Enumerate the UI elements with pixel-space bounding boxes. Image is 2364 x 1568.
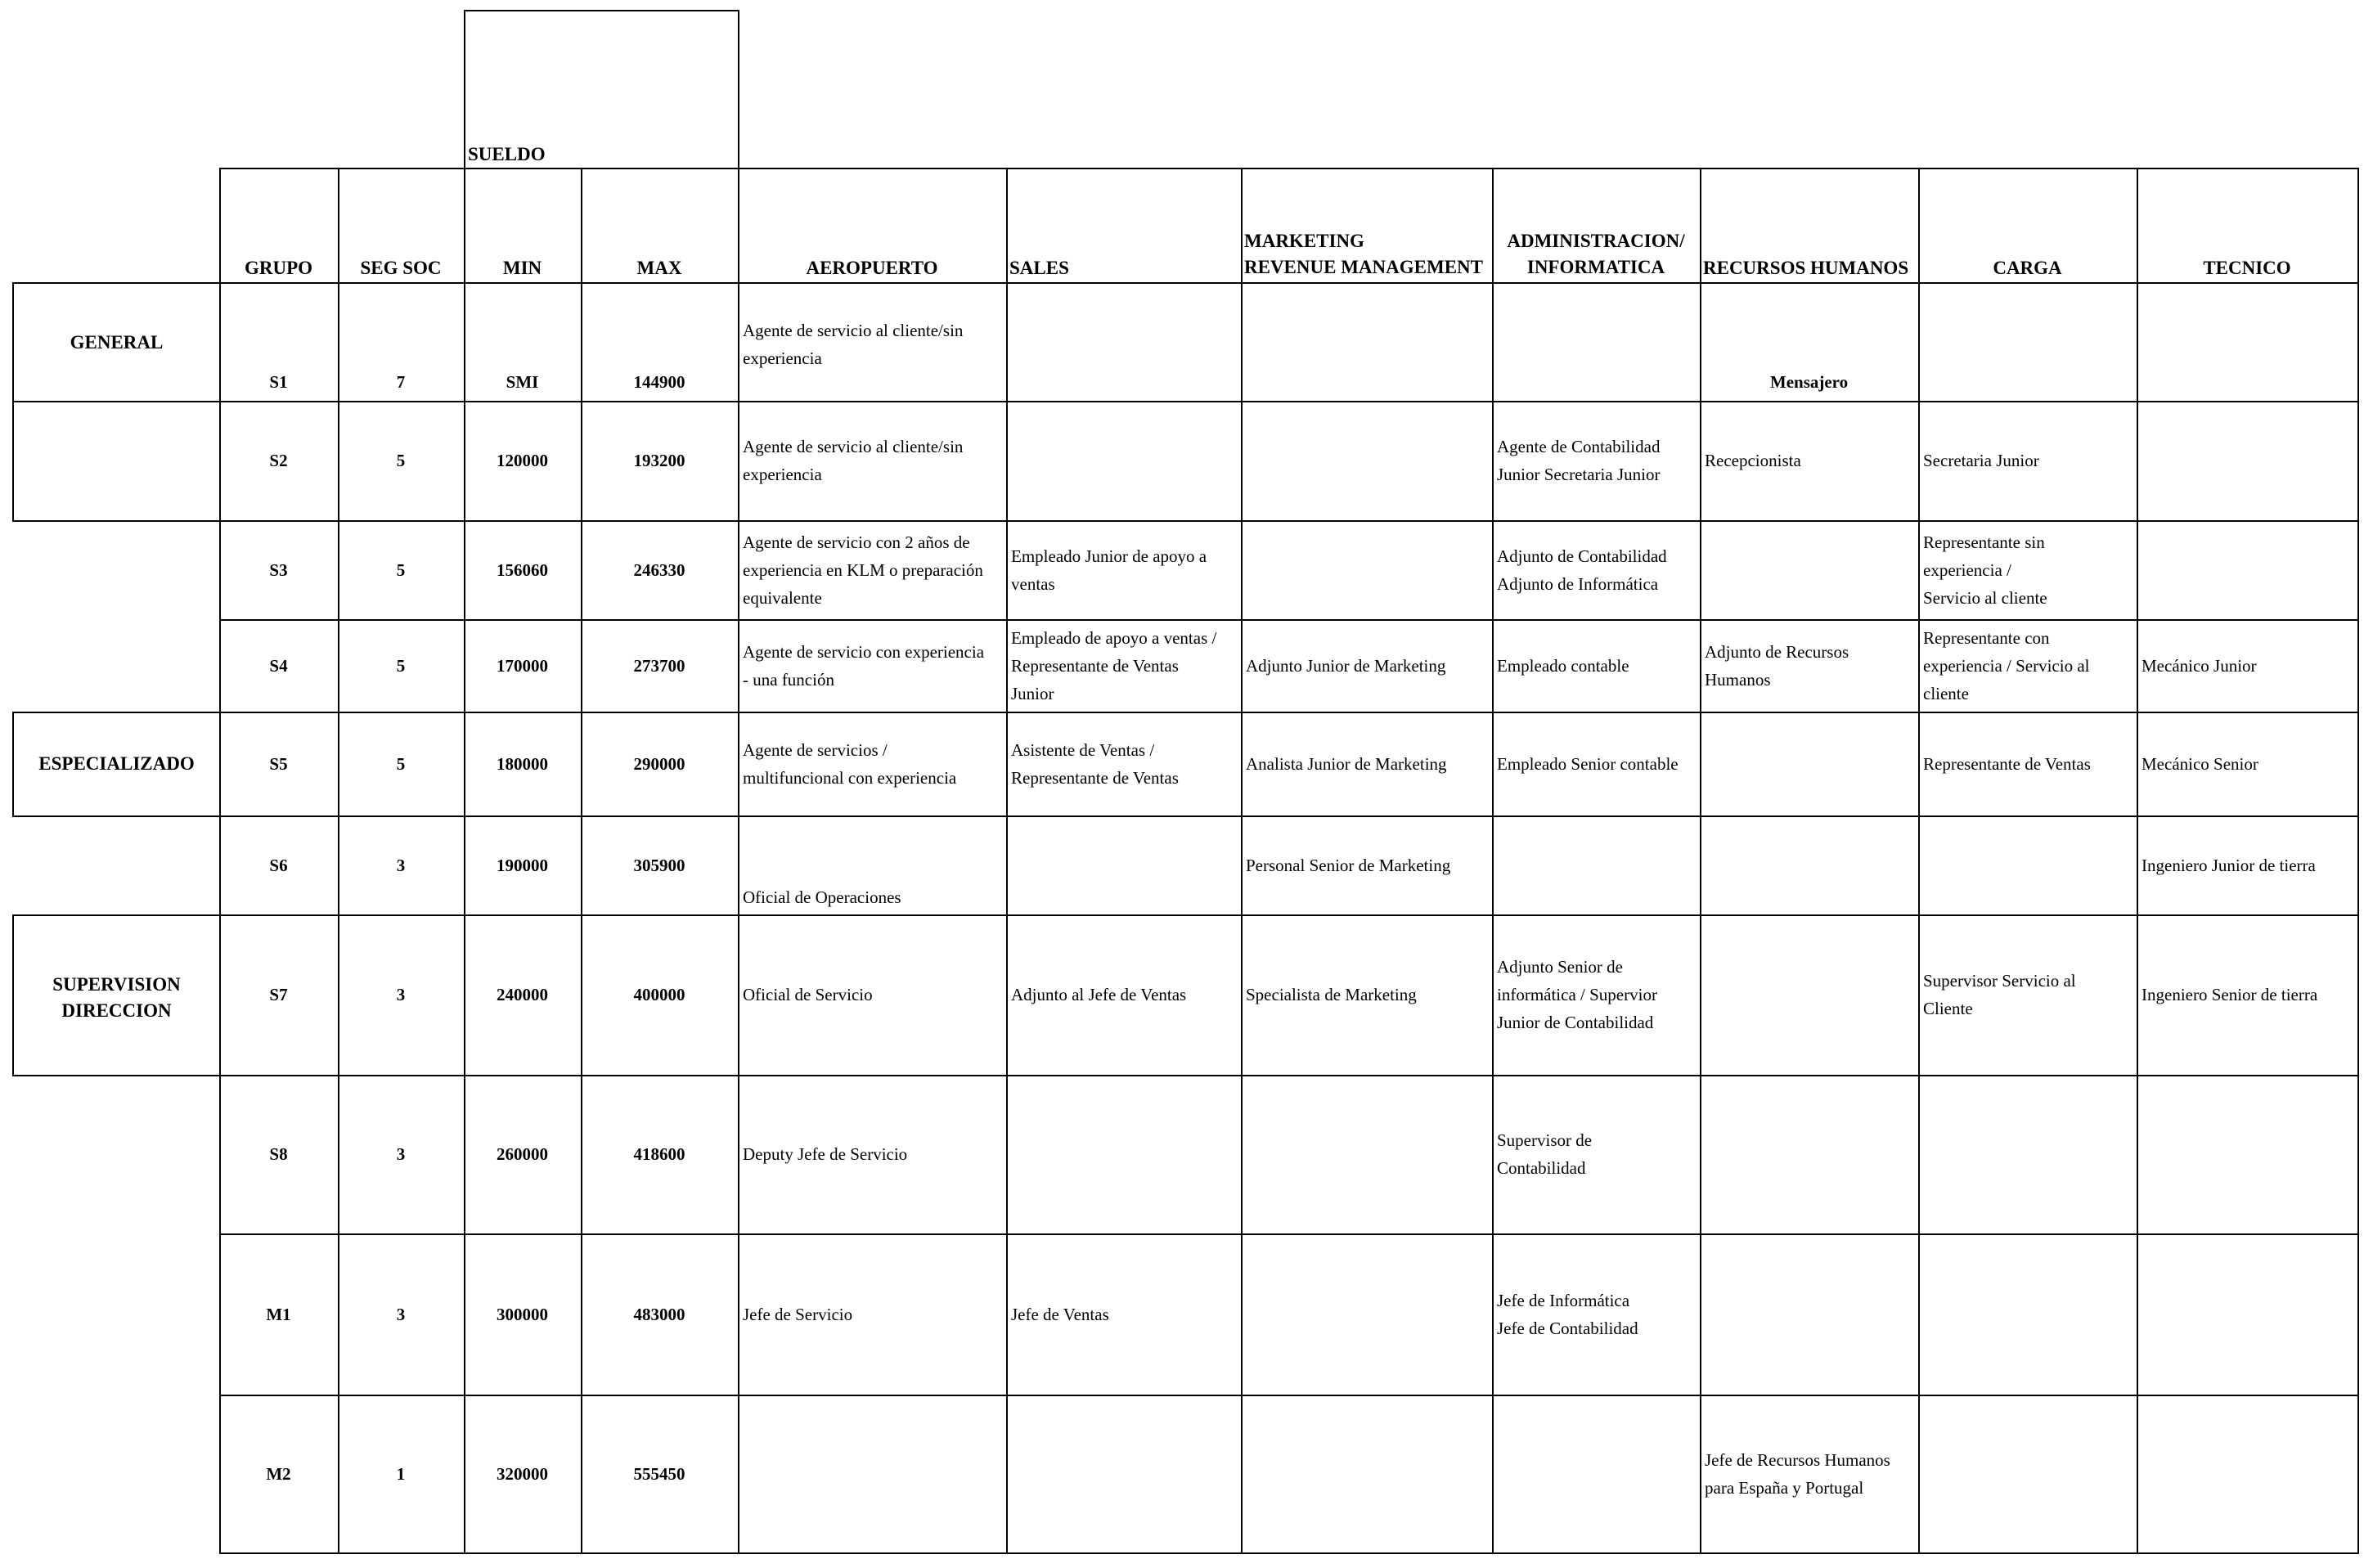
row-m2-seg: 1 (396, 1463, 406, 1484)
row-m1-grupo: M1 (266, 1304, 291, 1324)
row-s7-min: 240000 (497, 985, 548, 1004)
cell-s6-sales (1006, 815, 1243, 916)
row-m1-min: 300000 (497, 1304, 548, 1324)
row-m2-max: 555450 (633, 1463, 685, 1484)
row-s4-sales-line1: Empleado de apoyo a ventas / (1011, 627, 1217, 648)
row-s4-tec-line1: Mecánico Junior (2142, 655, 2257, 676)
column-header-min: MIN (502, 258, 542, 278)
row-s6-seg: 3 (396, 855, 406, 875)
row-s6-min: 190000 (497, 855, 548, 875)
row-s7-mkt-line1: Specialista de Marketing (1246, 985, 1417, 1004)
row-s4-sales-line2: Representante de Ventas (1011, 655, 1179, 676)
category-general: GENERAL (70, 332, 164, 353)
row-s7-sales-line1: Adjunto al Jefe de Ventas (1011, 985, 1187, 1004)
row-s5-aero-line1: Agente de servicios / (743, 739, 888, 760)
row-s7-aero-line1: Oficial de Servicio (743, 985, 873, 1004)
cell-s1-sales (1006, 282, 1243, 402)
row-s8-grupo: S8 (269, 1144, 288, 1164)
row-s4-seg: 5 (396, 655, 406, 676)
row-s2-seg: 5 (396, 451, 406, 470)
row-s4-carga-line1: Representante con (1923, 627, 2050, 648)
row-s7-admin-line3: Junior de Contabilidad (1497, 1013, 1654, 1032)
row-m1-seg: 3 (396, 1304, 406, 1324)
row-s2-min: 120000 (497, 451, 548, 470)
row-s7-max: 400000 (633, 985, 685, 1004)
row-s3-sales-line1: Empleado Junior de apoyo a (1011, 546, 1207, 566)
row-m2-min: 320000 (497, 1463, 548, 1484)
row-s3-aero-line3: equivalente (743, 587, 822, 608)
row-s1-max: 144900 (633, 372, 685, 392)
row-s8-aero-line1: Deputy Jefe de Servicio (743, 1144, 908, 1164)
row-s1-grupo: S1 (269, 372, 288, 392)
column-header-seg: SEG SOC (360, 258, 442, 278)
row-s7-admin-line2: informática / Supervior (1497, 985, 1657, 1004)
row-s8-max: 418600 (633, 1144, 685, 1164)
category-supervision-line2: DIRECCION (61, 1000, 172, 1021)
category-especializado: ESPECIALIZADO (38, 753, 195, 774)
row-s5-max: 290000 (633, 753, 685, 774)
row-m2-rrhh-line2: para España y Portugal (1705, 1477, 1864, 1498)
row-s8-seg: 3 (396, 1144, 406, 1164)
row-s5-grupo: S5 (269, 753, 288, 774)
row-s3-carga-line3: Servicio al cliente (1923, 587, 2047, 608)
row-s6-max: 305900 (633, 855, 685, 875)
cell-s6-rrhh (1700, 815, 1920, 916)
column-header-marketing-line1: MARKETING (1244, 231, 1364, 251)
row-s3-seg: 5 (396, 559, 406, 580)
category-cell-blank (12, 401, 221, 522)
cell-s3-mkt (1241, 520, 1494, 621)
cell-m2-admin (1492, 1395, 1701, 1554)
row-s4-sales-line3: Junior (1011, 683, 1054, 703)
row-m1-admin-line2: Jefe de Contabilidad (1497, 1318, 1638, 1338)
row-s2-grupo: S2 (269, 451, 288, 470)
column-header-admin-line2: INFORMATICA (1526, 257, 1665, 277)
row-s7-seg: 3 (396, 985, 406, 1004)
column-header-tec: TECNICO (2203, 258, 2291, 278)
row-s3-aero-line2: experiencia en KLM o preparación (743, 559, 983, 580)
row-s8-admin-line1: Supervisor de (1497, 1130, 1593, 1150)
row-m1-max: 483000 (633, 1304, 685, 1324)
cell-s3-rrhh (1700, 520, 1920, 621)
row-m1-aero-line1: Jefe de Servicio (743, 1304, 853, 1324)
row-s1-aero-line1: Agente de servicio al cliente/sin (743, 321, 964, 340)
row-s5-seg: 5 (396, 753, 406, 774)
row-s4-aero-line1: Agente de servicio con experiencia (743, 641, 985, 662)
row-s4-rrhh-line1: Adjunto de Recursos (1705, 641, 1849, 662)
cell-m1-rrhh (1700, 1233, 1920, 1396)
row-s4-carga-line3: cliente (1923, 683, 1969, 703)
column-header-admin-line1: ADMINISTRACION/ (1507, 231, 1685, 251)
row-s3-grupo: S3 (269, 559, 288, 580)
row-s5-mkt-line1: Analista Junior de Marketing (1246, 753, 1447, 774)
row-s7-tec-line1: Ingeniero Senior de tierra (2142, 985, 2318, 1004)
row-s2-admin-line1: Agente de Contabilidad (1497, 437, 1661, 456)
row-m1-sales-line1: Jefe de Ventas (1011, 1304, 1109, 1324)
row-s8-min: 260000 (497, 1144, 548, 1164)
cell-m2-sales (1006, 1395, 1243, 1554)
row-s5-min: 180000 (497, 753, 548, 774)
column-header-max: MAX (636, 258, 682, 278)
row-s5-sales-line1: Asistente de Ventas / (1011, 739, 1155, 760)
row-s6-mkt-line1: Personal Senior de Marketing (1246, 855, 1451, 875)
cell-m1-tec (2137, 1233, 2359, 1396)
cell-m2-carga (1918, 1395, 2138, 1554)
row-s7-carga-line1: Supervisor Servicio al (1923, 971, 2076, 991)
row-s5-aero-line2: multifuncional con experiencia (743, 767, 957, 788)
column-header-carga: CARGA (1993, 258, 2062, 278)
row-s1-seg: 7 (396, 372, 406, 392)
row-s1-aero-line2: experiencia (743, 348, 822, 368)
row-s5-tec-line1: Mecánico Senior (2142, 753, 2258, 774)
column-header-aero: AEROPUERTO (806, 258, 938, 278)
row-m2-rrhh-line1: Jefe de Recursos Humanos (1705, 1449, 1890, 1470)
cell-s8-sales (1006, 1075, 1243, 1235)
row-s6-grupo: S6 (269, 855, 288, 875)
row-s5-admin-line1: Empleado Senior contable (1497, 753, 1679, 774)
cell-m1-mkt (1241, 1233, 1494, 1396)
row-s8-admin-line2: Contabilidad (1497, 1158, 1586, 1178)
row-s4-admin-line1: Empleado contable (1497, 655, 1629, 676)
column-header-grupo: GRUPO (244, 258, 313, 278)
row-s4-aero-line2: - una función (743, 669, 834, 690)
sueldo-label: SUELDO (468, 144, 546, 164)
row-s3-carga-line1: Representante sin (1923, 532, 2045, 552)
row-s1-rrhh-line1: Mensajero (1769, 372, 1849, 392)
column-header-marketing-line2: REVENUE MANAGEMENT (1244, 257, 1483, 277)
row-m2-grupo: M2 (266, 1463, 291, 1484)
row-s5-carga-line1: Representante de Ventas (1923, 753, 2091, 774)
cell-s1-carga (1918, 282, 2138, 402)
row-s3-carga-line2: experiencia / (1923, 559, 2011, 580)
cell-m1-carga (1918, 1233, 2138, 1396)
cell-s3-tec (2137, 520, 2359, 621)
cell-s2-sales (1006, 401, 1243, 522)
row-s2-admin-line2: Junior Secretaria Junior (1497, 465, 1661, 484)
cell-s8-tec (2137, 1075, 2359, 1235)
cell-s8-mkt (1241, 1075, 1494, 1235)
column-header-rrhh: RECURSOS HUMANOS (1703, 258, 1909, 278)
cell-s1-tec (2137, 282, 2359, 402)
row-s7-carga-line2: Cliente (1923, 999, 1973, 1018)
cell-s8-carga (1918, 1075, 2138, 1235)
row-s4-grupo: S4 (269, 655, 288, 676)
row-s3-sales-line2: ventas (1011, 573, 1055, 594)
row-s4-mkt-line1: Adjunto Junior de Marketing (1246, 655, 1446, 676)
row-s3-admin-line2: Adjunto de Informática (1497, 573, 1659, 594)
row-s6-tec-line1: Ingeniero Junior de tierra (2142, 855, 2316, 875)
cell-s5-rrhh (1700, 712, 1920, 817)
row-s2-aero-line1: Agente de servicio al cliente/sin (743, 437, 964, 456)
row-s2-rrhh-line1: Recepcionista (1705, 451, 1801, 470)
cell-s1-admin (1492, 282, 1701, 402)
row-s4-carga-line2: experiencia / Servicio al (1923, 655, 2090, 676)
cell-s8-rrhh (1700, 1075, 1920, 1235)
row-s5-sales-line2: Representante de Ventas (1011, 767, 1179, 788)
row-s1-min: SMI (506, 372, 539, 392)
row-s2-aero-line2: experiencia (743, 465, 822, 484)
row-s7-admin-line1: Adjunto Senior de (1497, 957, 1623, 977)
row-s3-min: 156060 (497, 559, 548, 580)
row-s3-aero-line1: Agente de servicio con 2 años de (743, 532, 970, 552)
cell-s6-admin (1492, 815, 1701, 916)
row-s6-aero-line1: Oficial de Operaciones (743, 887, 901, 907)
cell-s2-tec (2137, 401, 2359, 522)
cell-m2-mkt (1241, 1395, 1494, 1554)
row-s3-admin-line1: Adjunto de Contabilidad (1497, 546, 1667, 566)
row-s2-max: 193200 (633, 451, 685, 470)
row-m1-admin-line1: Jefe de Informática (1497, 1290, 1630, 1310)
cell-m2-tec (2137, 1395, 2359, 1554)
cell-s7-rrhh (1700, 914, 1920, 1076)
cell-s2-mkt (1241, 401, 1494, 522)
row-s2-carga-line1: Secretaria Junior (1923, 451, 2039, 470)
column-header-sales: SALES (1009, 258, 1069, 278)
row-s3-max: 246330 (633, 559, 685, 580)
cell-m2-aero (738, 1395, 1008, 1554)
row-s4-min: 170000 (497, 655, 548, 676)
row-s7-grupo: S7 (269, 985, 288, 1004)
row-s4-max: 273700 (633, 655, 685, 676)
category-supervision-line1: SUPERVISION (52, 974, 181, 995)
cell-s6-carga (1918, 815, 2138, 916)
row-s4-rrhh-line2: Humanos (1705, 669, 1771, 690)
cell-s1-mkt (1241, 282, 1494, 402)
